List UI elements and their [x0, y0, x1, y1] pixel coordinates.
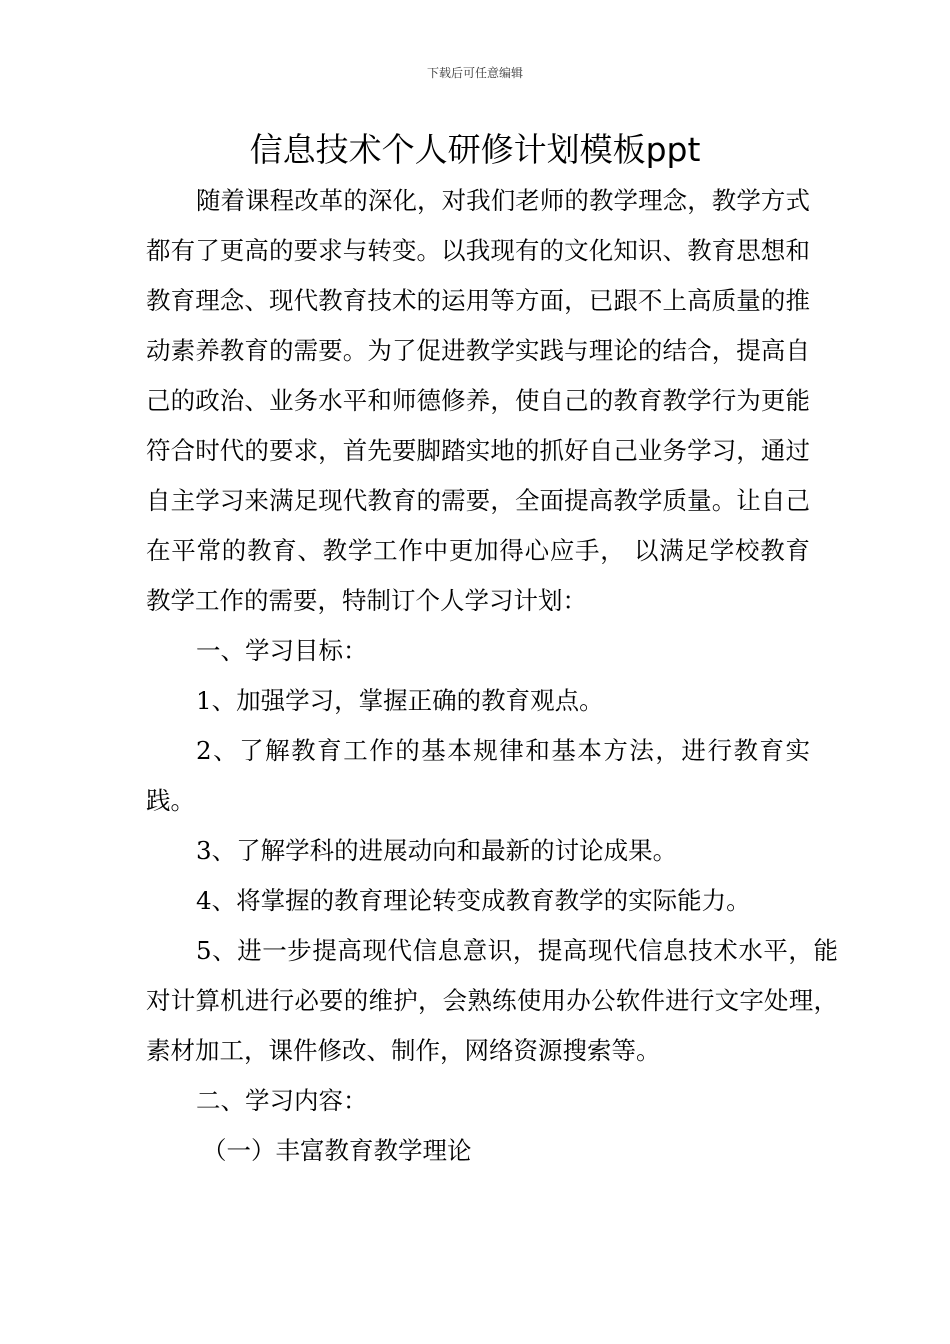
document-body: [146, 176, 838, 1176]
goal-item-5: 5、进一步提高现代信息意识，提高现代信息技术水平，能对计算机进行必要的维护，会熟练使用办公软件进行文字处理，素材加工，课件修改、制作，网络资源搜索等。: [146, 936, 838, 1065]
goal-item-4: 4、将掌握的教育理论转变成教育教学的实际能力。: [196, 886, 751, 915]
header-note: 下载后可任意编辑: [426, 66, 523, 80]
section-heading-goals: 一、学习目标：: [196, 636, 368, 665]
goal-item-3: 3、了解学科的进展动向和最新的讨论成果。: [196, 836, 678, 865]
subsection-heading-theory: （一）丰富教育教学理论: [202, 1136, 472, 1165]
section-heading-content: 二、学习内容：: [196, 1086, 368, 1115]
goal-item-2: 2、了解教育工作的基本规律和基本方法，进行教育实践。: [146, 736, 810, 815]
intro-paragraph: 随着课程改革的深化，对我们老师的教学理念，教学方式都有了更高的要求与转变。以我现有的文化知识、教育思想和教育理念、现代教育技术的运用等方面，已跟不上高质量的推动素养教育的需要。为了促进教学实践与理论的结合，提高自己的政治、业务水平和师德修养，使自己的教育教学行为更能符合时代的要求，首先要脚踏实地的抓好自己业务学习，通过自主学习来满足现代教育的需要，全面提高教学质量。让自己在平常的教育、教学工作中更加得心应手， 以满足学校教育教学工作的需要，特制订个人学习计划：: [146, 186, 810, 615]
document-title: 信息技术个人研修计划模板ppt: [249, 130, 701, 169]
goal-item-1: 1、加强学习，掌握正确的教育观点。: [196, 686, 604, 715]
